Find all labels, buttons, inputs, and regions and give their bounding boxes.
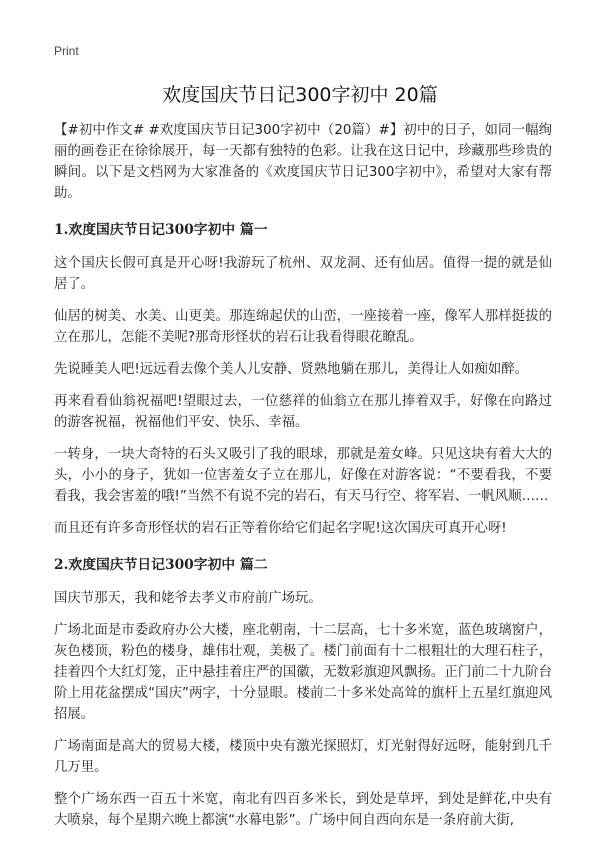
- print-label: Print: [54, 44, 79, 58]
- page-title: 欢度国庆节日记300字初中 20篇: [162, 84, 438, 106]
- section-1-paragraph-2: 仙居的树美、水美、山更美。那连绵起伏的山峦，一座接着一座，像军人那样挺拔的立在那儿，怎能不美呢?那奇形怪状的岩石让我看得眼花瞭乱。: [54, 309, 552, 345]
- article-body: [54, 120, 552, 842]
- section-1-paragraph-4: 再来看看仙翁祝福吧!望眼过去，一位慈祥的仙翁立在那儿捧着双手，好像在向路过的游客祝福，祝福他们平安、快乐、幸福。: [54, 394, 552, 430]
- section-2-paragraph-1: 国庆节那天，我和姥爷去孝义市府前广场玩。: [54, 591, 322, 606]
- section-2-paragraph-4: 整个广场东西一百五十米宽，南北有四百多米长，到处是草坪，到处是鲜花,中央有大喷泉，每个星期六晚上都演“水幕电影”。广场中间自西向东是一条府前大街,: [54, 792, 552, 828]
- section-2-paragraph-3: 广场南面是高大的贸易大楼，楼顶中央有激光探照灯，灯光射得好远呀，能射到几千几万里。: [54, 739, 552, 775]
- section-heading-1: 1.欢度国庆节日记300字初中 篇一: [54, 222, 268, 238]
- section-2-paragraph-2: 广场北面是市委政府办公大楼，座北朝南，十二层高，七十多米宽，蓝色玻璃窗户，灰色楼顶，粉色的楼身，雄伟壮观，美极了。楼门前面有十二根粗壮的大理石柱子，挂着四个大红灯笼，正中悬挂着庄严的国徽，无数彩旗迎风飘扬。正门前二十九阶台阶上用花盆摆成“国庆”两字，十分显眼。楼前二十多米处高耸的旗杆上五星红旗迎风招展。: [54, 623, 552, 722]
- section-1-paragraph-3: 先说睡美人吧!远远看去像个美人儿安静、贤熟地躺在那儿，美得让人如痴如醉。: [54, 362, 529, 377]
- intro-paragraph: 【#初中作文# #欢度国庆节日记300字初中（20篇）#】初中的日子，如同一幅绚丽的画卷正在徐徐展开，每一天都有独特的色彩。让我在这日记中，珍藏那些珍贵的瞬间。以下是文档网为大家准备的《欢度国庆节日记300字初中》，希望对大家有帮助。: [54, 123, 552, 201]
- section-1-paragraph-5: 一转身，一块大奇特的石头又吸引了我的眼球，那就是羞女峰。只见这块有着大大的头，小小的身子，犹如一位害羞女子立在那儿，好像在对游客说：“不要看我，不要看我，我会害羞的哦!”当然不有说不完的岩石，有天马行空、将军岩、一帆风顺……: [54, 447, 552, 504]
- section-1-paragraph-6: 而且还有许多奇形怪状的岩石正等着你给它们起名字呢!这次国庆可真开心呀!: [54, 521, 507, 536]
- section-heading-2: 2.欢度国庆节日记300字初中 篇二: [54, 557, 268, 573]
- section-1-paragraph-1: 这个国庆长假可真是开心呀!我游玩了杭州、双龙洞、还有仙居。值得一提的就是仙居了。: [54, 256, 552, 292]
